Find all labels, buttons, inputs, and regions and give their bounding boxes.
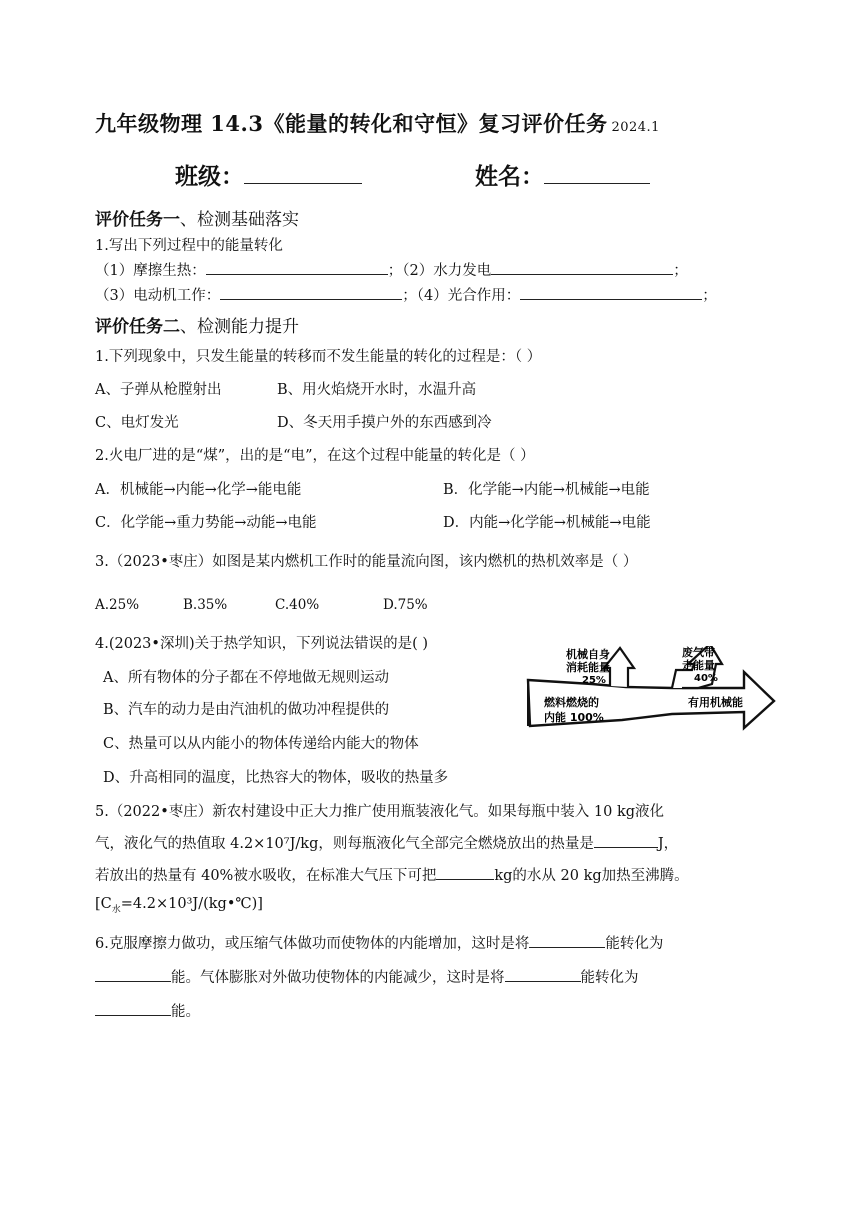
section-heading-2 [95,312,299,337]
q2-1-option-a[interactable]: A、子弹从枪膛射出 [95,382,222,398]
q2-6-line-3 [95,1000,200,1021]
loss2-line2: 走能量 [682,659,715,672]
q2-6-line-2-end: 能转化为 [580,970,639,986]
section-2-title: 、检测能力提升 [180,317,299,337]
q2-3-option-c[interactable]: C.40% [275,597,320,613]
section-1-title: 、检测基础落实 [180,210,299,230]
page-title [95,108,660,138]
q2-4-option-d[interactable]: D、升高相同的温度，比热容大的物体，吸收的热量多 [103,770,449,786]
class-blank[interactable] [244,165,362,184]
q2-1-option-b[interactable]: B、用火焰烧开水时，水温升高 [277,382,477,398]
q2-3-option-d[interactable]: D.75% [383,597,428,613]
section-2-label: 评价任务二 [95,317,180,337]
q2-6-blank-4[interactable] [95,1001,171,1016]
q1-1-d-blank[interactable] [520,285,702,300]
name-field [475,158,650,191]
q2-5-heat-blank[interactable] [594,833,658,848]
title-date: 2024.1 [611,120,660,135]
loss1-line1: 机械自身 [566,648,610,661]
q2-6-line-1-end: 能转化为 [605,936,664,952]
q2-5-line-2 [95,832,678,853]
q2-5-line-3-end: kg的水从 20 kg加热至沸腾。 [494,868,689,884]
q2-5-mass-blank[interactable] [436,865,494,880]
q2-4-stem: 4.(2023•深圳)关于热学知识，下列说法错误的是( ) [95,636,429,652]
q2-6-line-3-end: 能。 [171,1004,200,1020]
q2-1-option-c[interactable]: C、电灯发光 [95,415,179,431]
q2-5-line-2-text: 气，液化气的热值取 4.2×10⁷J/kg，则每瓶液化气全部完全燃烧放出的热量是 [95,836,594,852]
name-label: 姓名： [475,163,544,190]
q1-1-c-label: （3）电动机工作： [95,288,221,304]
loss1-line2: 消耗能量 [566,661,610,674]
input-line1: 燃料燃烧的 [544,696,599,709]
energy-flow-diagram [522,646,780,738]
output-label: 有用机械能 [688,696,743,709]
q1-1-d-end: ； [702,288,717,304]
q2-6-blank-1[interactable] [529,933,605,948]
q2-5-c-value: =4.2×10³J/(kg•℃)] [120,896,263,912]
q2-6-line-2 [95,966,639,987]
q1-1-c-blank[interactable] [220,285,402,300]
section-1-label: 评价任务一 [95,210,180,230]
q2-2-option-d[interactable]: D．内能→化学能→机械能→电能 [443,515,651,531]
class-label: 班级： [175,163,244,190]
loss1-pct: 25% [582,675,606,686]
q1-1-b-end: ； [673,263,688,279]
section-heading-1 [95,205,299,230]
q2-3-option-b[interactable]: B.35% [183,597,228,613]
q2-5-line-1: 5.（2022•枣庄）新农村建设中正大力推广使用瓶装液化气。如果每瓶中装入 10 kg液化 [95,804,665,820]
q2-2-stem: 2.火电厂进的是“煤”，出的是“电”，在这个过程中能量的转化是（ ） [95,448,535,464]
class-field [175,158,362,191]
q1-1-stem: 1.写出下列过程中的能量转化 [95,238,283,254]
q2-5-line-3 [95,864,689,885]
q2-6-blank-3[interactable] [505,967,581,982]
q2-6-line-1 [95,932,663,953]
q2-5-c-label: [C [95,896,112,912]
q2-3-option-a[interactable]: A.25% [95,597,140,613]
q2-2-option-b[interactable]: B．化学能→内能→机械能→电能 [443,482,650,498]
q2-6-blank-2[interactable] [95,967,171,982]
input-line2: 内能 100% [544,711,604,724]
q2-5-line-3-text: 若放出的热量有 40%被水吸收，在标准大气压下可把 [95,868,437,884]
q2-5-unit-j: J， [657,836,679,852]
q2-4-option-c[interactable]: C、热量可以从内能小的物体传递给内能大的物体 [103,736,419,752]
q1-1-d-label: ；（4）光合作用： [402,288,521,304]
q1-1-b-blank[interactable] [491,260,673,275]
q2-1-stem: 1.下列现象中，只发生能量的转移而不发生能量的转化的过程是：（ ） [95,349,542,365]
loss2-line1: 废气带 [682,646,715,659]
q2-1-option-d[interactable]: D、冬天用手摸户外的东西感到冷 [277,415,492,431]
q2-5-c-sub: 水 [111,904,121,915]
q1-1-row-1 [95,259,688,280]
name-blank[interactable] [544,165,650,184]
q2-4-option-b[interactable]: B、汽车的动力是由汽油机的做功冲程提供的 [103,702,390,718]
q2-3-stem: 3.（2023•枣庄）如图是某内燃机工作时的能量流向图，该内燃机的热机效率是（ ） [95,554,638,570]
q2-5-line-4 [95,896,263,915]
q1-1-a-blank[interactable] [206,260,388,275]
q2-2-option-a[interactable]: A．机械能→内能→化学→能电能 [95,482,302,498]
q1-1-b-label: ；（2）水力发电 [387,263,492,279]
q1-1-a-label: （1）摩擦生热： [95,263,206,279]
loss2-pct: 40% [694,673,718,684]
q2-6-line-1-text: 6.克服摩擦力做功，或压缩气体做功而使物体的内能增加，这时是将 [95,936,530,952]
q2-4-option-a[interactable]: A、所有物体的分子都在不停地做无规则运动 [103,670,389,686]
q1-1-row-2 [95,284,717,305]
q2-2-option-c[interactable]: C．化学能→重力势能→动能→电能 [95,515,317,531]
q2-6-line-2-text: 能。气体膨胀对外做功使物体的内能减少，这时是将 [171,970,505,986]
title-text: 九年级物理 14.3《能量的转化和守恒》复习评价任务 [95,111,608,136]
